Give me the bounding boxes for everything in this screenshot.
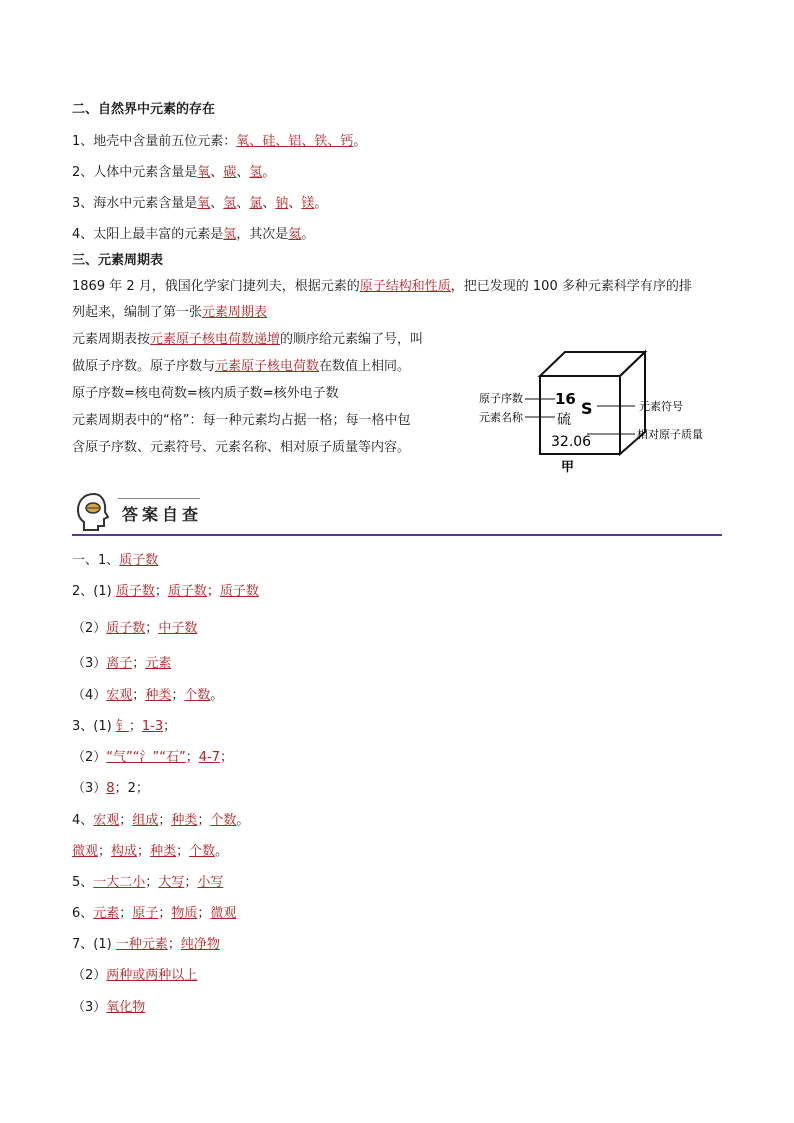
text: 的顺序给元素编了号，叫 bbox=[280, 332, 424, 347]
answer-blank: 质子数 bbox=[167, 584, 207, 599]
item-prefix: 3、海水中元素含量是 bbox=[72, 196, 198, 211]
answer-line bbox=[72, 619, 197, 639]
answer-line bbox=[72, 935, 220, 955]
answer-line bbox=[72, 551, 158, 571]
punctuation: ； bbox=[176, 844, 190, 859]
answer-blank: 宏观 bbox=[106, 688, 133, 703]
item-prefix: 7、(1) bbox=[72, 937, 116, 952]
section-heading-periodic-table: 三、元素周期表 bbox=[72, 253, 164, 268]
punctuation: ； bbox=[184, 875, 198, 890]
answer-blank: 镁 bbox=[301, 196, 315, 211]
punctuation: ； bbox=[158, 813, 172, 828]
answer-line bbox=[72, 904, 236, 924]
punctuation: ； bbox=[197, 906, 211, 921]
punctuation: ； bbox=[132, 688, 146, 703]
answer-blank: 氢 bbox=[249, 165, 263, 180]
diagram-caption: 甲 bbox=[561, 460, 575, 475]
item-prefix: 4、太阳上最丰富的元素是 bbox=[72, 227, 224, 242]
punctuation: ； bbox=[128, 719, 142, 734]
answer-blank: 个数 bbox=[210, 813, 237, 828]
answer-blank: 原子结构和性质 bbox=[359, 279, 451, 294]
punctuation: 。 bbox=[353, 134, 367, 149]
answer-blank: 8 bbox=[106, 781, 115, 796]
label-element-symbol: 元素符号 bbox=[639, 400, 683, 413]
paragraph-line bbox=[72, 277, 692, 297]
answer-blank: 钠 bbox=[275, 196, 289, 211]
answer-line bbox=[72, 779, 149, 799]
answer-blank: 中子数 bbox=[158, 621, 198, 636]
list-item-seawater: 3、海水中元素含量是氧、氢、氯、钠、镁。 bbox=[72, 196, 328, 211]
punctuation: ； bbox=[197, 813, 211, 828]
punctuation: ； bbox=[185, 750, 199, 765]
item-prefix: 一、1、 bbox=[72, 553, 120, 568]
punctuation: ； bbox=[167, 937, 181, 952]
item-prefix: （2） bbox=[72, 968, 107, 983]
paragraph-line: 元素周期表中的“格”：每一种元素均占据一格；每一格中包 bbox=[72, 413, 411, 428]
answer-blank: 铝 bbox=[288, 134, 302, 149]
item-prefix: 2、人体中元素含量是 bbox=[72, 165, 198, 180]
punctuation: ； bbox=[219, 750, 233, 765]
punctuation: ； bbox=[98, 844, 112, 859]
answer-blank: 种类 bbox=[150, 844, 177, 859]
punctuation: ； bbox=[163, 719, 177, 734]
punctuation: ； bbox=[137, 844, 151, 859]
punctuation: 。 bbox=[314, 196, 328, 211]
answer-line bbox=[72, 686, 223, 706]
answer-blank: 种类 bbox=[171, 813, 198, 828]
answer-blank: 质子数 bbox=[219, 584, 259, 599]
answer-blank: 元素周期表 bbox=[202, 305, 268, 320]
answer-blank: 元素 bbox=[93, 906, 120, 921]
punctuation: ； bbox=[158, 906, 172, 921]
answer-line bbox=[72, 748, 233, 768]
answer-line bbox=[72, 717, 176, 737]
label-atomic-mass: 相对原子质量 bbox=[637, 428, 703, 441]
answer-blank: 质子数 bbox=[115, 584, 155, 599]
answer-blank: 钙 bbox=[340, 134, 354, 149]
answer-blank: 离子 bbox=[106, 656, 133, 671]
answer-blank: 微观 bbox=[210, 906, 237, 921]
label-atomic-number: 原子序数 bbox=[479, 392, 523, 405]
header-title-rule bbox=[118, 498, 200, 499]
punctuation: ；2； bbox=[114, 781, 149, 796]
punctuation: ； bbox=[145, 621, 159, 636]
answer-blank: 铁 bbox=[314, 134, 328, 149]
paragraph-line: 原子序数=核电荷数=核内质子数=核外电子数 bbox=[72, 386, 339, 401]
punctuation: ； bbox=[132, 656, 146, 671]
paragraph-line: 含原子序数、元素符号、元素名称、相对原子质量等内容。 bbox=[72, 440, 411, 455]
answer-blank: 个数 bbox=[189, 844, 216, 859]
answer-blank: 元素原子核电荷数 bbox=[215, 359, 320, 374]
item-prefix: （3） bbox=[72, 781, 107, 796]
answer-blank: 氦 bbox=[288, 227, 302, 242]
element-name: 硫 bbox=[557, 412, 571, 428]
header-divider bbox=[72, 534, 722, 536]
item-prefix: （2） bbox=[72, 750, 107, 765]
answer-blank: 构成 bbox=[111, 844, 138, 859]
punctuation: 。 bbox=[262, 165, 276, 180]
text: 1869 年 2 月，俄国化学家门捷列夫，根据元素的 bbox=[72, 279, 360, 294]
answer-blank: 质子数 bbox=[106, 621, 146, 636]
answer-blank: “氵” bbox=[132, 750, 160, 765]
answer-blank: 质子数 bbox=[119, 553, 159, 568]
list-item-human-body: 2、人体中元素含量是氧、碳、氢。 bbox=[72, 165, 276, 180]
list-item-sun bbox=[72, 225, 314, 245]
head-thinking-icon bbox=[74, 490, 114, 534]
answer-blank: 个数 bbox=[184, 688, 211, 703]
answer-blank: 氯 bbox=[249, 196, 263, 211]
answer-blank: 组成 bbox=[132, 813, 159, 828]
item-prefix: 4、 bbox=[72, 813, 94, 828]
answer-blank: 氢 bbox=[223, 196, 237, 211]
punctuation: ； bbox=[171, 688, 185, 703]
answer-blank: 钅 bbox=[115, 719, 129, 734]
punctuation: ； bbox=[154, 584, 168, 599]
section-heading-nature: 二、自然界中元素的存在 bbox=[72, 102, 216, 117]
answer-blank: 碳 bbox=[223, 165, 237, 180]
paragraph-line bbox=[72, 357, 410, 377]
answer-blank: 1-3 bbox=[141, 719, 164, 734]
punctuation: 。 bbox=[301, 227, 315, 242]
text: 元素周期表按 bbox=[72, 332, 151, 347]
cube-top-face bbox=[540, 352, 645, 376]
answer-blank: 氢 bbox=[223, 227, 237, 242]
answer-blank: 氧 bbox=[197, 165, 211, 180]
answer-blank: 微观 bbox=[72, 844, 99, 859]
answer-blank: 元素 bbox=[145, 656, 172, 671]
paragraph-line bbox=[72, 303, 267, 323]
answer-blank: 大写 bbox=[158, 875, 185, 890]
answer-check-header bbox=[72, 490, 722, 538]
punctuation: ； bbox=[119, 813, 133, 828]
item-prefix: 1、地壳中含量前五位元素： bbox=[72, 134, 237, 149]
answer-blank: 宏观 bbox=[93, 813, 120, 828]
answer-line bbox=[72, 811, 249, 831]
item-prefix: 5、 bbox=[72, 875, 94, 890]
answer-blank: 氧 bbox=[197, 196, 211, 211]
answer-blank: 一种元素 bbox=[115, 937, 168, 952]
punctuation: 。 bbox=[215, 844, 229, 859]
punctuation: ； bbox=[206, 584, 220, 599]
label-element-name: 元素名称 bbox=[479, 411, 523, 424]
answer-blank: “石” bbox=[159, 750, 186, 765]
answer-blank: 小写 bbox=[197, 875, 224, 890]
punctuation: 。 bbox=[236, 813, 250, 828]
text: 列起来，编制了第一张 bbox=[72, 305, 203, 320]
answer-blank: 原子 bbox=[132, 906, 159, 921]
answer-line bbox=[72, 654, 171, 674]
answer-line bbox=[72, 842, 228, 862]
answer-blank: 4-7 bbox=[198, 750, 220, 765]
answer-blank: 物质 bbox=[171, 906, 198, 921]
answer-line bbox=[72, 873, 223, 893]
text: 做原子序数。原子序数与 bbox=[72, 359, 216, 374]
element-symbol: S bbox=[581, 399, 593, 418]
item-prefix: （3） bbox=[72, 1000, 107, 1015]
item-prefix: 3、(1) bbox=[72, 719, 116, 734]
answer-line bbox=[72, 582, 259, 602]
item-prefix: （2） bbox=[72, 621, 107, 636]
paragraph-line bbox=[72, 330, 423, 350]
atomic-mass: 32.06 bbox=[551, 434, 592, 450]
list-item-crust: 1、地壳中含量前五位元素：氧、硅、铝、铁、钙。 bbox=[72, 134, 367, 149]
item-text: ，其次是 bbox=[236, 227, 289, 242]
element-cell-diagram bbox=[475, 344, 725, 476]
item-prefix: （4） bbox=[72, 688, 107, 703]
answer-line bbox=[72, 998, 145, 1018]
answer-blank: 一大二小 bbox=[93, 875, 146, 890]
answer-blank: 种类 bbox=[145, 688, 172, 703]
punctuation: ； bbox=[119, 906, 133, 921]
answer-check-title: 答案自查 bbox=[122, 505, 203, 524]
item-prefix: 2、(1) bbox=[72, 584, 116, 599]
item-prefix: 6、 bbox=[72, 906, 94, 921]
answer-blank: 两种或两种以上 bbox=[106, 968, 198, 983]
item-prefix: （3） bbox=[72, 656, 107, 671]
answer-line bbox=[72, 966, 197, 986]
answer-blank: 硅 bbox=[262, 134, 276, 149]
text: ，把已发现的 100 多种元素科学有序的排 bbox=[450, 279, 692, 294]
answer-blank: 氧化物 bbox=[106, 1000, 146, 1015]
answer-blank: “气” bbox=[106, 750, 133, 765]
punctuation: 。 bbox=[210, 688, 224, 703]
punctuation: ； bbox=[145, 875, 159, 890]
text: 在数值上相同。 bbox=[319, 359, 411, 374]
answer-blank: 纯净物 bbox=[180, 937, 220, 952]
atomic-number: 16 bbox=[555, 390, 576, 408]
answer-blank: 元素原子核电荷数递增 bbox=[150, 332, 281, 347]
answer-blank: 氧 bbox=[236, 134, 250, 149]
